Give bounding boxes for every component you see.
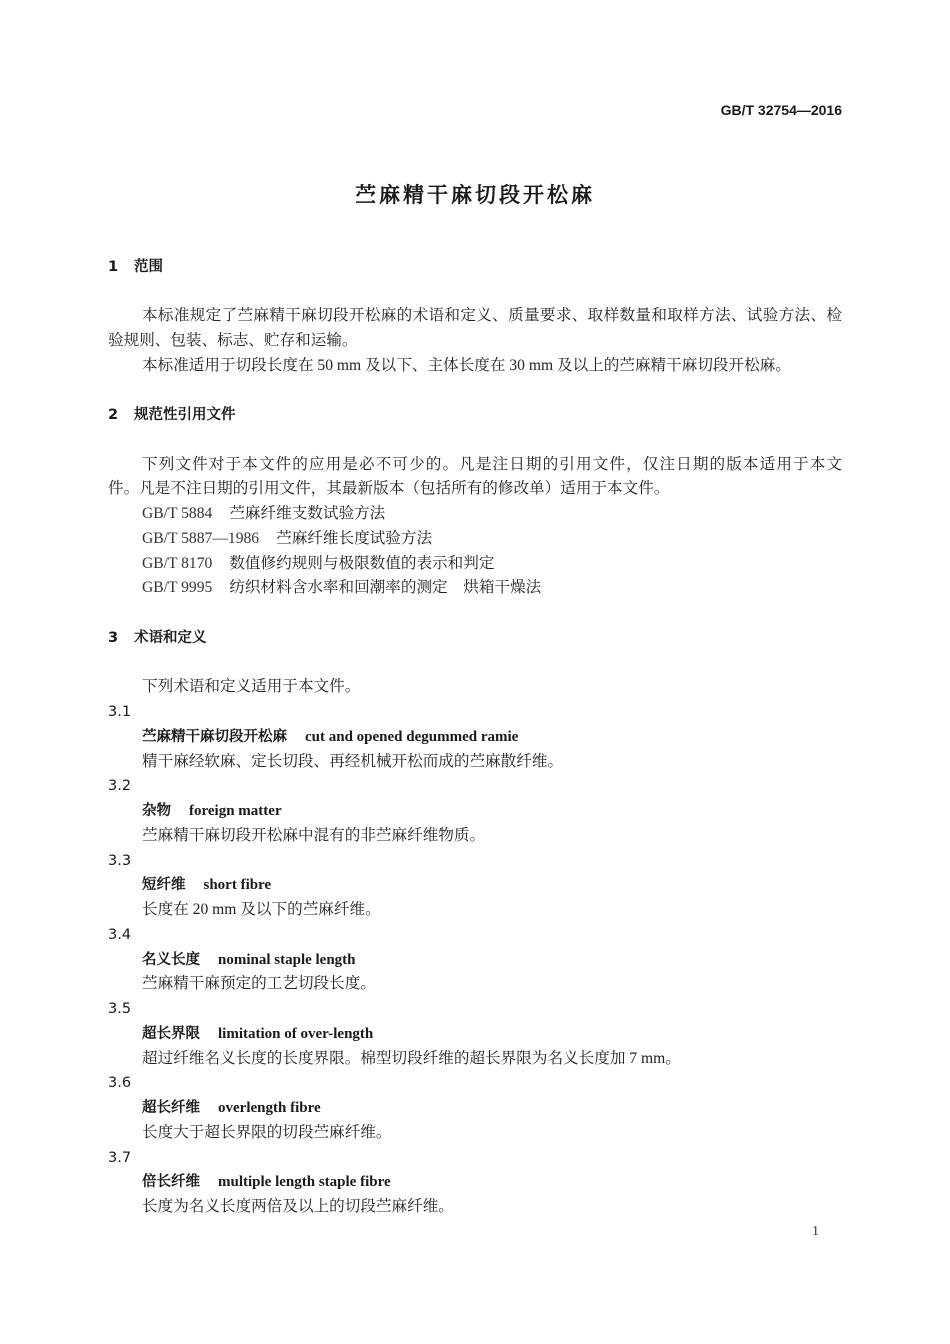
term-definition: 长度在 20 mm 及以下的苎麻纤维。	[142, 901, 381, 919]
term-chinese: 苎麻精干麻切段开松麻	[142, 728, 287, 745]
term-definition: 超过纤维名义长度的长度界限。棉型切段纤维的超长界限为名义长度加 7 mm。	[142, 1049, 681, 1067]
term-entry	[108, 873, 842, 898]
section-number: 3	[108, 629, 119, 646]
term-entry	[108, 799, 842, 824]
section-heading	[108, 255, 842, 280]
term-english: cut and opened degummed ramie	[305, 728, 519, 745]
term-definition: 精干麻经软麻、定长切段、再经机械开松而成的苎麻散纤维。	[142, 752, 564, 770]
section-title: 术语和定义	[134, 629, 207, 646]
reference-code: GB/T 5884	[142, 505, 213, 523]
term-definition: 苎麻精干麻切段开松麻中混有的非苎麻纤维物质。	[142, 826, 486, 844]
term-chinese: 倍长纤维	[142, 1174, 200, 1191]
term-chinese: 杂物	[142, 803, 171, 820]
reference-item	[108, 502, 842, 527]
term-number: 3.4	[108, 926, 132, 943]
page-number: 1	[812, 1224, 819, 1239]
term-number: 3.6	[108, 1075, 132, 1092]
term-english: overlength fibre	[218, 1100, 321, 1117]
term-english: multiple length staple fibre	[218, 1174, 391, 1191]
reference-item	[108, 576, 842, 601]
paragraph-line: 本标准规定了苎麻精干麻切段开松麻的术语和定义、质量要求、取样数量和取样方法、试验方法、检	[142, 307, 842, 325]
term-number: 3.1	[108, 704, 132, 721]
term-number: 3.5	[108, 1001, 132, 1018]
term-entry	[108, 948, 842, 973]
reference-title: 数值修约规则与极限数值的表示和判定	[229, 554, 495, 572]
section-title: 规范性引用文件	[134, 407, 236, 424]
term-english: limitation of over-length	[218, 1025, 374, 1042]
term-chinese: 超长界限	[142, 1025, 200, 1042]
reference-item	[108, 552, 842, 577]
term-english: nominal staple length	[218, 951, 356, 968]
term-definition: 苎麻精干麻预定的工艺切段长度。	[142, 975, 376, 993]
term-number: 3.2	[108, 778, 132, 795]
term-number: 3.7	[108, 1149, 132, 1166]
document-title: 苎麻精干麻切段开松麻	[355, 183, 595, 207]
term-definition: 长度为名义长度两倍及以上的切段苎麻纤维。	[142, 1198, 454, 1216]
reference-code: GB/T 5887—1986	[142, 529, 260, 547]
term-entry	[108, 725, 842, 750]
reference-title: 苎麻纤维长度试验方法	[276, 529, 433, 547]
paragraph-line: 验规则、包装、标志、贮存和运输。	[108, 331, 358, 349]
document-body	[108, 255, 842, 1220]
paragraph-line: 下列术语和定义适用于本文件。	[142, 678, 361, 696]
term-number: 3.3	[108, 852, 132, 869]
term-english: short fibre	[203, 877, 272, 894]
term-chinese: 短纤维	[142, 877, 186, 894]
section-title: 范围	[134, 258, 163, 275]
reference-title: 苎麻纤维支数试验方法	[229, 505, 386, 523]
term-chinese: 名义长度	[142, 951, 200, 968]
term-definition: 长度大于超长界限的切段苎麻纤维。	[142, 1123, 392, 1141]
reference-code: GB/T 9995	[142, 579, 213, 597]
term-entry	[108, 1022, 842, 1047]
reference-code: GB/T 8170	[142, 554, 213, 572]
section-number: 2	[108, 407, 119, 424]
term-entry	[108, 1170, 842, 1195]
term-entry	[108, 1096, 842, 1121]
term-english: foreign matter	[189, 803, 282, 820]
section-normative-references	[108, 403, 842, 601]
paragraph-line: 本标准适用于切段长度在 50 mm 及以下、主体长度在 30 mm 及以上的苎麻精干麻切段开松麻。	[142, 356, 791, 374]
section-heading	[108, 403, 842, 428]
section-scope	[108, 255, 842, 379]
section-number: 1	[108, 258, 119, 275]
term-chinese: 超长纤维	[142, 1100, 200, 1117]
paragraph-line: 下列文件对于本文件的应用是必不可少的。凡是注日期的引用文件，仅注日期的版本适用于本文	[142, 455, 842, 473]
section-heading	[108, 626, 842, 651]
paragraph-line: 件。凡是不注日期的引用文件，其最新版本（包括所有的修改单）适用于本文件。	[108, 480, 670, 498]
section-terms-and-definitions	[108, 626, 842, 1220]
reference-title: 纺织材料含水率和回潮率的测定 烘箱干燥法	[229, 579, 542, 597]
standard-code: GB/T 32754—2016	[720, 102, 842, 118]
reference-item	[108, 527, 842, 552]
